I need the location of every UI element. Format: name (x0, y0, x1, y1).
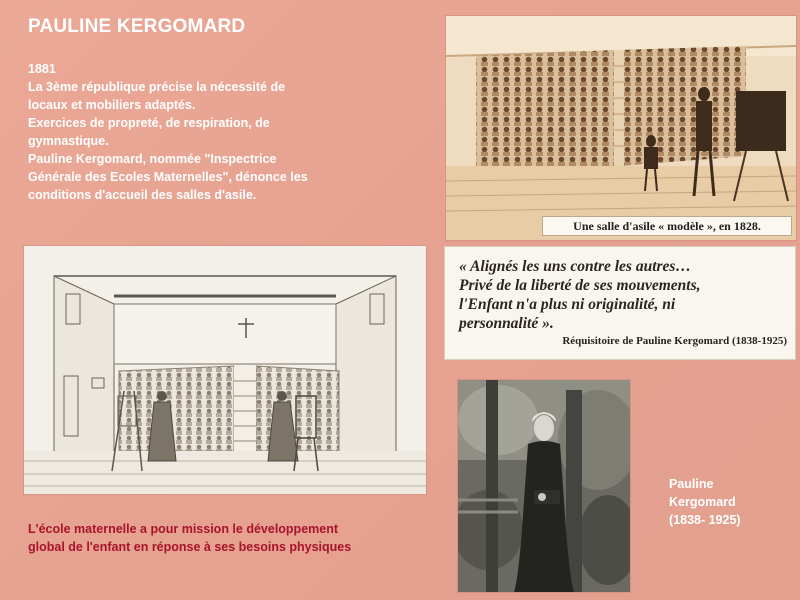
intro-line: La 3ème république précise la nécessité de (28, 80, 286, 94)
quote-line: « Alignés les uns contre les autres… (459, 258, 691, 275)
intro-line: locaux et mobiliers adaptés. (28, 98, 196, 112)
mission-line: global de l'enfant en réponse à ses besoins physiques (28, 540, 352, 554)
photo-caption: Une salle d'asile « modèle », en 1828. (542, 216, 792, 236)
intro-line: Pauline Kergomard, nommée "Inspectrice (28, 152, 277, 166)
quote-box (444, 246, 796, 360)
portrait-caption-line: Kergomard (669, 495, 736, 509)
portrait-caption-line: (1838- 1925) (669, 513, 741, 527)
portrait-caption-line: Pauline (669, 477, 714, 491)
quote-line: personnalité ». (459, 315, 554, 332)
page-title: PAULINE KERGOMARD (28, 16, 246, 37)
quote-line: l'Enfant n'a plus ni originalité, ni (459, 296, 676, 313)
kergomard-quote (459, 257, 785, 333)
portrait-caption (669, 475, 779, 529)
intro-line: conditions d'accueil des salles d'asile. (28, 188, 257, 202)
intro-line: Générale des Ecoles Maternelles", dénonce les (28, 170, 308, 184)
salle-asile-engraving (24, 246, 426, 494)
mission-statement (28, 520, 428, 556)
intro-line: 1881 (28, 62, 56, 76)
intro-line: gymnastique. (28, 134, 109, 148)
salle-asile-1828-photo (446, 16, 796, 240)
mission-line: L'école maternelle a pour mission le développement (28, 522, 339, 536)
intro-line: Exercices de propreté, de respiration, de (28, 116, 270, 130)
pauline-kergomard-portrait (458, 380, 630, 592)
quote-source: Réquisitoire de Pauline Kergomard (1838-1925) (562, 335, 787, 347)
intro-text (28, 60, 388, 204)
quote-line: Privé de la liberté de ses mouvements, (459, 277, 701, 294)
